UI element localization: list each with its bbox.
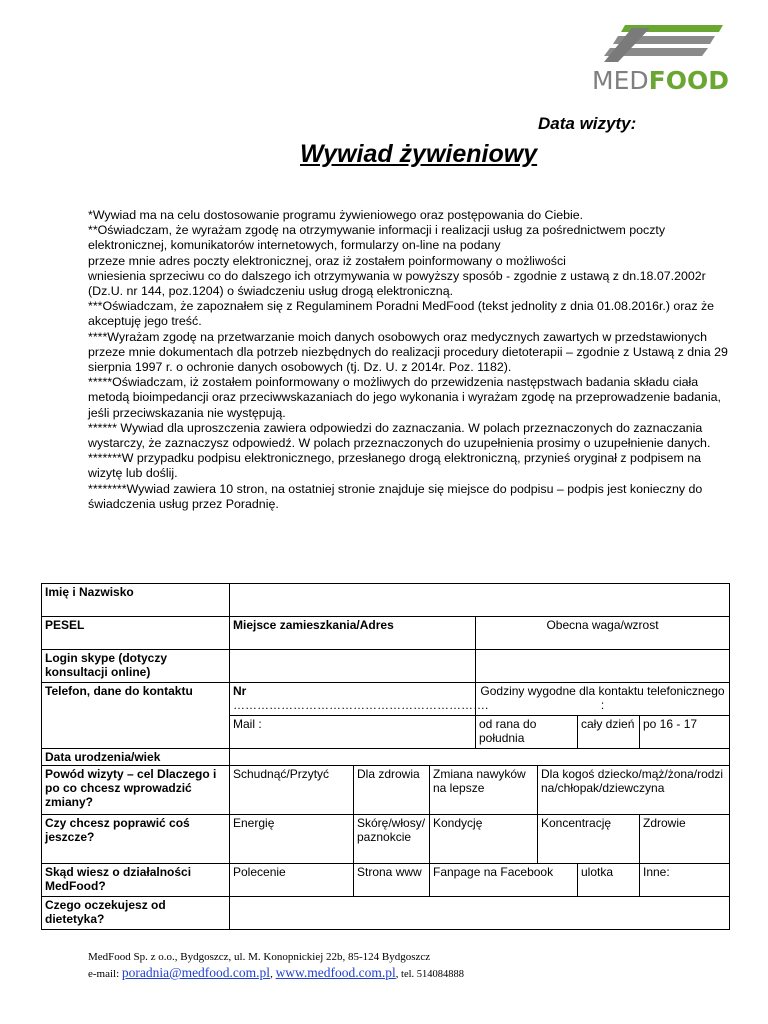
improve-label: Czy chcesz poprawić coś jeszcze? [42, 815, 230, 864]
intro-paragraph: ***Oświadczam, że zapoznałem się z Regulaminem Poradni MedFood (tekst jednolity z dnia 01.08.2016r.) oraz że akceptuję jego treść. [88, 299, 715, 329]
table-row [42, 683, 730, 716]
table-row [42, 897, 730, 930]
table-row [42, 815, 730, 864]
reason-option-health[interactable]: Dla zdrowia [354, 766, 430, 815]
name-field[interactable] [230, 584, 730, 617]
footer-contact [88, 965, 464, 983]
hours-morning-option[interactable]: od rana do południa [476, 716, 578, 749]
table-row [42, 650, 730, 683]
footer-sep: , [270, 968, 276, 980]
source-option-referral[interactable]: Polecenie [230, 864, 354, 897]
name-label: Imię i Nazwisko [42, 584, 230, 617]
reason-option-weight[interactable]: Schudnąć/Przytyć [230, 766, 354, 815]
address-label: Miejsce zamieszkania/Adres [230, 617, 476, 650]
phone-number-cell[interactable] [230, 683, 489, 716]
weight-label: Obecna waga/wzrost [476, 617, 730, 650]
source-option-facebook[interactable]: Fanpage na Facebook [430, 864, 578, 897]
footer-phone: , tel. 514084888 [395, 969, 465, 980]
improve-option-energy[interactable]: Energię [230, 815, 354, 864]
footer [88, 949, 464, 983]
source-option-other[interactable]: Inne: [640, 864, 730, 897]
contact-hours-label: Godziny wygodne dla kontaktu telefonicznego : [476, 683, 730, 716]
reason-option-habits[interactable]: Zmiana nawyków na lepsze [430, 766, 538, 815]
skype-extra-field[interactable] [476, 650, 730, 683]
table-row [42, 749, 730, 766]
mail-label[interactable]: Mail : [230, 716, 476, 749]
logo-word-food: FOOD [648, 66, 729, 95]
footer-address: MedFood Sp. z o.o., Bydgoszcz, ul. M. Konopnickiej 22b, 85-124 Bydgoszcz [88, 951, 431, 963]
improve-option-skin[interactable]: Skórę/włosy/ paznokcie [354, 815, 430, 864]
intro-paragraph: *****Oświadczam, iż zostałem poinformowany o możliwych do przewidzenia następstwach badania składu ciała metodą bioimpedancji oraz przeciwwskazaniach do jego wykonania i wyrażam zgodę na przeprowadzenie badania, jeśli przeciwskazania nie występują. [88, 375, 721, 420]
source-option-leaflet[interactable]: ulotka [578, 864, 640, 897]
hours-after-option[interactable]: po 16 - 17 [640, 716, 730, 749]
intake-form-table [41, 583, 730, 930]
intro-paragraph: ********Wywiad zawiera 10 stron, na ostatniej stronie znajduje się miejsce do podpisu – podpis jest konieczny do świadczenia usług przez Poradnię. [88, 481, 703, 511]
birth-field[interactable] [230, 749, 730, 766]
skype-label: Login skype (dotyczy konsultacji online) [42, 650, 230, 683]
improve-option-condition[interactable]: Kondycję [430, 815, 538, 864]
table-row [42, 617, 730, 650]
intro-paragraph: *******W przypadku podpisu elektronicznego, przesłanego drogą elektroniczną, przynieś oryginał z podpisem na wizytę lub doślij. [88, 451, 701, 481]
pesel-label: PESEL [42, 617, 230, 650]
nr-label: Nr [233, 684, 247, 698]
table-row [42, 766, 730, 815]
reason-label: Powód wizyty – cel Dlaczego i po co chcesz wprowadzić zmiany? [42, 766, 230, 815]
phone-label: Telefon, dane do kontaktu [42, 683, 230, 749]
nr-dots: ………………………………………………………. [233, 698, 489, 712]
footer-email-link[interactable]: poradnia@medfood.com.pl [121, 965, 271, 980]
logo-word-med: MED [592, 66, 649, 95]
improve-option-concentration[interactable]: Koncentrację [538, 815, 640, 864]
intro-paragraph: **Oświadczam, że wyrażam zgodę na otrzymywanie informacji i realizacji usług za pośrednictwem poczty elektronicznej, komunikatorów internetowych, formularzy on-line na podany [88, 223, 666, 253]
expect-field[interactable] [230, 897, 730, 930]
intro-paragraph: ****Wyrażam zgodę na przetwarzanie moich danych osobowych oraz medycznych zawartych w przedstawionych przeze mnie dokumentach dla potrzeb niezbędnych do realizacji procedury dietoterapii – zgodnie z Ustawą z dnia 29 sierpnia 1997 r. o ochronie danych osobowych (tj. Dz. U. z 2014r. Poz. 1182). [88, 329, 728, 375]
intro-paragraph: przeze mnie adres poczty elektronicznej, oraz iż zostałem poinformowany o możliwości [88, 253, 566, 268]
expect-label: Czego oczekujesz od dietetyka? [42, 897, 230, 930]
skype-field[interactable] [230, 650, 476, 683]
footer-website-link[interactable]: www.medfood.com.pl [275, 965, 396, 980]
source-label: Skąd wiesz o działalności MedFood? [42, 864, 230, 897]
logo-wordmark [592, 66, 729, 95]
birth-label: Data urodzenia/wiek [42, 749, 230, 766]
hours-all-day-option[interactable]: cały dzień [578, 716, 640, 749]
improve-option-health[interactable]: Zdrowie [640, 815, 730, 864]
intro-paragraph: ****** Wywiad dla uproszczenia zawiera odpowiedzi do zaznaczania. W polach przeznaczonych do zaznaczania wystarczy, że zaznaczysz odpowiedź. W polach przeznaczonych do uzupełnienia prosimy o uzupełnienie danych. [88, 420, 711, 451]
intro-paragraph: wniesienia sprzeciwu co do dalszego ich otrzymywania w powyższy sposób - zgodnie z ustawą z dn.18.07.2002r (Dz.U. nr 144, poz.1204) o świadczeniu usług drogą elektroniczną. [88, 268, 706, 299]
table-row [42, 864, 730, 897]
intro-paragraph: *Wywiad ma na celu dostosowanie programu żywieniowego oraz postępowania do Ciebie. [88, 208, 584, 222]
visit-date-label: Data wizyty: [538, 114, 637, 133]
source-option-website[interactable]: Strona www [354, 864, 430, 897]
page-title: Wywiad żywieniowy [300, 140, 538, 168]
footer-email-prefix: e-mail: [88, 968, 122, 980]
intro-text [88, 208, 728, 512]
reason-option-someone[interactable]: Dla kogoś dziecko/mąż/żona/rodzina/chłopak/dziewczyna [538, 766, 730, 815]
table-row [42, 584, 730, 617]
